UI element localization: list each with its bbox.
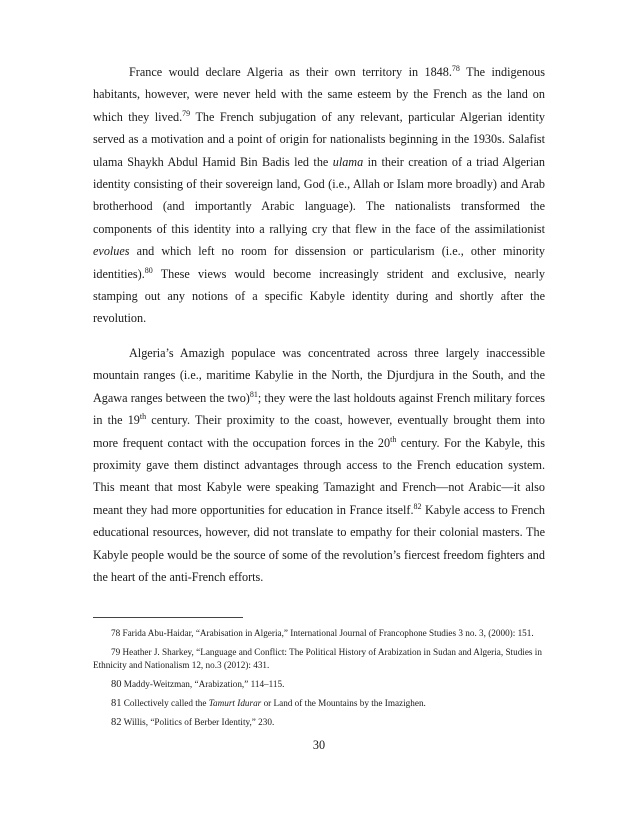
footnote-ref-78: 78 xyxy=(451,64,460,73)
footnote-text: Willis, “Politics of Berber Identity,” 230. xyxy=(123,717,275,727)
text-run: The indigenous habitants, however, were never held with the same esteem by the French as the land on which they lived. xyxy=(93,65,546,124)
text-run: in their creation of a triad Algerian identity consisting of their sovereign land, God (i.e., Allah or Islam more broadly) and Arab brotherhood (and importantly Arabic language). The nationalists transformed the components of this identity into a rallying cry that flew in the face of the assimilationist xyxy=(93,154,545,236)
footnote-number: 82 xyxy=(111,717,122,728)
footnote-text: or Land of the Mountains by the Imazighen. xyxy=(261,698,426,708)
text-run: Kabyle access to French educational resources, however, did not translate to empathy for their colonial masters. The Kabyle people would be the source of some of the revolution’s fiercest freedom fighters and the heart of the anti-French efforts. xyxy=(93,502,546,584)
text-run: and which left no room for dissension or particularism (i.e., other minority identities). xyxy=(93,244,545,281)
text-run: ; they were the last holdouts against French military forces in the 19 xyxy=(93,390,545,428)
ordinal-suffix: th xyxy=(390,434,397,444)
footnote-79 xyxy=(93,646,545,672)
footnote-ref-82: 82 xyxy=(413,501,422,511)
footnote-ref-79: 79 xyxy=(182,108,191,118)
text-run: The French subjugation of any relevant, particular Algerian identity served as a motivation and a point of origin for nationalists beginning in the 1930s. Salafist ulama Shaykh Abdul Hamid Bin Badis led the xyxy=(93,109,545,169)
footnote-text: Farida Abu-Haidar, “Arabisation in Algeria,” International Journal of Francophone Studies 3 no. 3, (2000): 151. xyxy=(122,628,534,638)
italic-term-ulama: ulama xyxy=(332,154,364,169)
body-text xyxy=(93,61,545,588)
footnote-82 xyxy=(93,716,545,729)
footnote-text: Maddy-Weitzman, “Arabization,” 114–115. xyxy=(123,679,285,689)
text-run: century. Their proximity to the coast, however, eventually brought them into more frequent contact with the occupation forces in the 20 xyxy=(93,413,546,450)
text-run: Algeria’s Amazigh populace was concentrated across three largely inaccessible mountain ranges (i.e., maritime Kabylie in the North, the Djurdjura in the South, and the Agawa ranges between the two) xyxy=(93,345,545,405)
text-run: These views would become increasingly strident and exclusive, nearly stamping out any notions of a specific Kabyle identity during and shortly after the revolution. xyxy=(93,266,545,326)
footnote-separator xyxy=(93,617,243,618)
italic-term-evolues: evolues xyxy=(93,244,130,259)
footnote-number: 78 xyxy=(111,628,121,638)
footnote-ref-80: 80 xyxy=(144,265,153,275)
footnote-78 xyxy=(93,627,545,640)
footnote-81 xyxy=(93,697,545,710)
text-run: France would declare Algeria as their own territory in 1848. xyxy=(129,65,452,79)
footnote-text: Collectively called the xyxy=(123,698,209,708)
ordinal-suffix: th xyxy=(139,412,147,422)
footnote-80 xyxy=(93,678,545,691)
footnote-text: Heather J. Sharkey, “Language and Conflict: The Political History of Arabization in Sudan and Algeria, Studies in Ethnicity and Nationalism 12, no.3 (2012): 431. xyxy=(93,647,542,670)
footnotes xyxy=(93,627,545,735)
paragraph-french-territory xyxy=(93,61,545,330)
footnote-number: 79 xyxy=(111,647,121,657)
paragraph-amazigh-populace xyxy=(93,342,545,588)
footnote-number: 80 xyxy=(111,679,122,690)
footnote-number: 81 xyxy=(111,698,122,709)
italic-term-tamurt-idurar: Tamurt Idurar xyxy=(208,698,262,708)
page-number: 30 xyxy=(312,738,326,752)
footnote-ref-81: 81 xyxy=(249,389,258,399)
text-run: century. For the Kabyle, this proximity gave them distinct advantages through access to the French education system. This meant that most Kabyle were speaking Tamazight and French—not Arabic—it also meant they had more opportunities for education in France itself. xyxy=(93,435,546,517)
